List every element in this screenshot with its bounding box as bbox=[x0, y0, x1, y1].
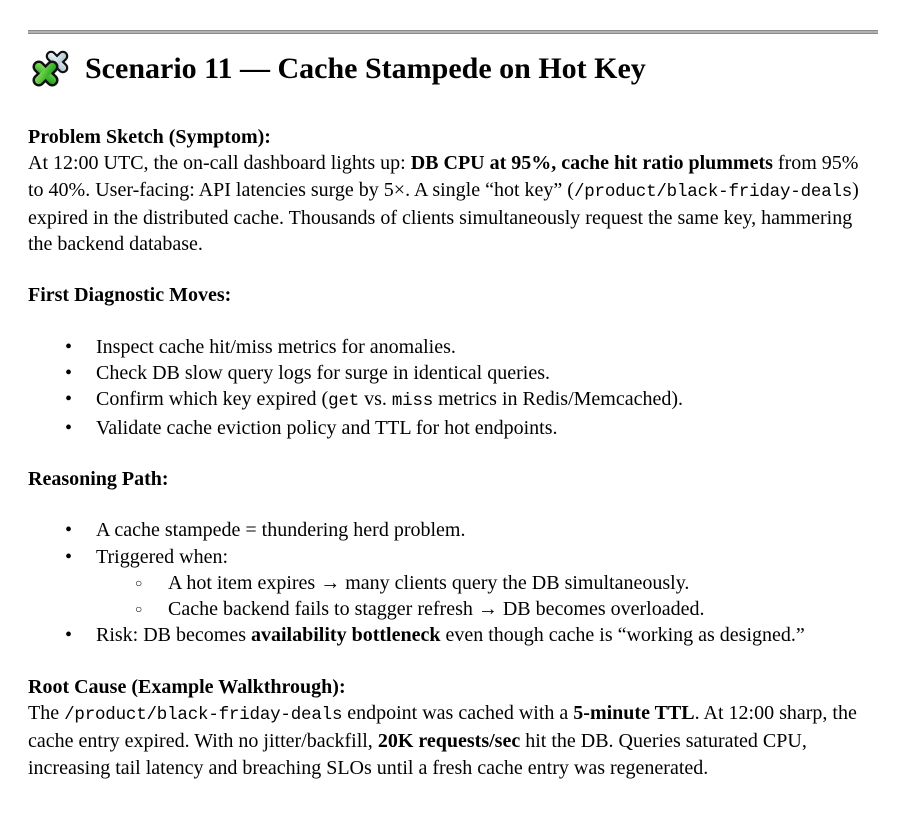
section-root-cause bbox=[28, 674, 878, 781]
bold-text: availability bottleneck bbox=[251, 624, 441, 647]
inline-code: get bbox=[328, 391, 360, 412]
sub-list-item bbox=[28, 596, 878, 622]
page-title: Scenario 11 — Cache Stampede on Hot Key bbox=[85, 52, 646, 85]
inline-code: miss bbox=[391, 391, 434, 412]
title-row bbox=[28, 47, 878, 91]
text-run: metrics in Redis/Memcached). bbox=[433, 388, 684, 411]
problem-sketch-heading: Problem Sketch (Symptom): bbox=[28, 126, 271, 148]
text-run: Validate cache eviction policy and TTL for hot endpoints. bbox=[96, 416, 558, 439]
list-item bbox=[28, 544, 878, 570]
text-run: ) expired in the distributed cache. Thousands of clients simultaneously request the same key, hammering the backend database. bbox=[28, 178, 859, 256]
list-item bbox=[28, 415, 878, 441]
text-run: Triggered when: bbox=[96, 545, 229, 568]
section-reasoning-path bbox=[28, 466, 878, 649]
diagnostic-moves-heading: First Diagnostic Moves: bbox=[28, 284, 232, 307]
text-run: . At 12:00 sharp, the cache entry expired. With no jitter/backfill, bbox=[28, 702, 857, 753]
inline-code: /product/black-friday-deals bbox=[573, 181, 853, 202]
text-run: endpoint was cached with a bbox=[342, 702, 574, 725]
green-cross-icon bbox=[28, 47, 72, 91]
list-item bbox=[28, 517, 878, 543]
text-run: from 95% to 40%. User-facing: API latencies surge by 5×. A single “hot key” ( bbox=[28, 152, 859, 201]
text-run: vs. bbox=[359, 388, 392, 411]
reasoning-path-heading: Reasoning Path: bbox=[28, 467, 169, 490]
list-item bbox=[28, 334, 878, 360]
text-run: A hot item expires → many clients query the DB simultaneously. bbox=[168, 571, 690, 594]
text-run: Risk: DB becomes bbox=[96, 624, 251, 647]
top-horizontal-rule bbox=[28, 30, 878, 34]
list-item bbox=[28, 386, 878, 414]
sub-list-item bbox=[28, 570, 878, 596]
section-first-diagnostic-moves bbox=[28, 282, 878, 440]
text-run: At 12:00 UTC, the on-call dashboard lights up: bbox=[28, 152, 411, 175]
root-cause-heading: Root Cause (Example Walkthrough): bbox=[28, 675, 346, 698]
problem-sketch-paragraph bbox=[28, 150, 878, 257]
text-run: The bbox=[28, 702, 65, 725]
text-run: Cache backend fails to stagger refresh → DB becomes overloaded. bbox=[168, 598, 705, 621]
bold-text: 5-minute TTL bbox=[573, 702, 695, 725]
section-problem-sketch bbox=[28, 124, 878, 257]
root-cause-paragraph bbox=[28, 700, 878, 781]
bold-text: DB CPU at 95%, cache hit ratio plummets bbox=[410, 152, 773, 175]
list-item bbox=[28, 622, 878, 648]
bold-text: 20K requests/sec bbox=[377, 730, 521, 753]
diagnostic-moves-list bbox=[28, 334, 878, 441]
inline-code: /product/black-friday-deals bbox=[64, 705, 343, 726]
text-run: even though cache is “working as designed.” bbox=[440, 624, 805, 647]
text-run: hit the DB. Queries saturated CPU, increasing tail latency and breaching SLOs until a fresh cache entry was regenerated. bbox=[28, 730, 807, 779]
reasoning-path-list bbox=[28, 517, 878, 648]
list-item bbox=[28, 360, 878, 386]
text-run: A cache stampede = thundering herd problem. bbox=[96, 519, 466, 542]
text-run: Confirm which key expired ( bbox=[96, 388, 329, 411]
text-run: Inspect cache hit/miss metrics for anomalies. bbox=[96, 335, 456, 358]
text-run: Check DB slow query logs for surge in identical queries. bbox=[96, 362, 550, 385]
